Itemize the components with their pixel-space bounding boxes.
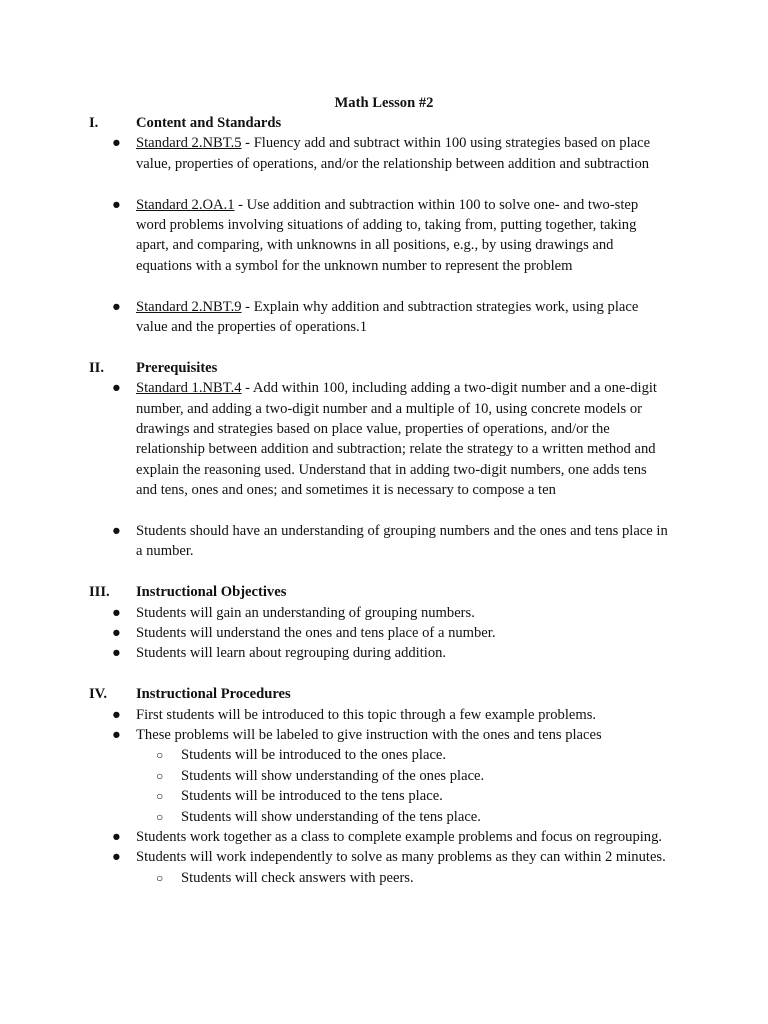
list-item xyxy=(0,725,671,745)
bullet-icon: ● xyxy=(112,380,121,397)
list-item xyxy=(0,521,671,562)
item-text: First students will be introduced to this topic through a few example problems. xyxy=(136,706,597,723)
list-item xyxy=(0,847,671,867)
hollow-circle-bullet-icon: ○ xyxy=(156,789,164,804)
bullet-icon: ● xyxy=(112,625,121,642)
list-item xyxy=(0,705,671,725)
item-text: Students will gain an understanding of grouping numbers. xyxy=(136,604,475,621)
bullet-icon: ● xyxy=(112,135,121,152)
section-content-and-standards xyxy=(0,113,768,337)
hollow-circle-bullet-icon: ○ xyxy=(156,748,164,763)
item-text: - Add within 100, including adding a two-digit number and a one-digit number, and adding a two-digit number and a multiple of 10, using concrete models or drawings and strategies based on place value, properties of operations, and/or the relationship between addition and subtraction; relate the strategy to a written method and explain the reasoning used. Understand that in adding two-digit numbers, one adds tens and tens, ones and ones; and sometimes it is necessary to compose a ten xyxy=(136,380,657,499)
document-body xyxy=(0,113,768,909)
bullet-icon: ● xyxy=(112,849,121,866)
list-item xyxy=(0,623,671,643)
item-text: Students will be introduced to the tens place. xyxy=(181,788,443,805)
standard-link: Standard 2.NBT.5 xyxy=(136,135,242,152)
section-number: III. xyxy=(89,584,110,601)
bullet-icon: ● xyxy=(112,523,121,540)
bullet-icon: ● xyxy=(112,706,121,723)
list-item xyxy=(0,603,671,623)
bullet-list xyxy=(0,705,768,889)
sub-list-item xyxy=(0,807,671,827)
bullet-icon: ● xyxy=(112,298,121,315)
list-item xyxy=(0,827,671,847)
item-text: - Explain why addition and subtraction strategies work, using place value and the properties of operations.1 xyxy=(136,298,639,336)
item-text: Students will show understanding of the tens place. xyxy=(181,808,481,825)
hollow-circle-bullet-icon: ○ xyxy=(156,809,164,824)
section-number: I. xyxy=(89,115,99,131)
section-heading xyxy=(0,113,768,133)
sub-list-item xyxy=(0,745,671,765)
section-heading xyxy=(0,358,768,378)
section-title: Prerequisites xyxy=(136,359,218,376)
section-title: Instructional Procedures xyxy=(136,686,291,703)
bullet-icon: ● xyxy=(112,645,121,662)
document-title: Math Lesson #2 xyxy=(334,95,434,111)
hollow-circle-bullet-icon: ○ xyxy=(156,768,164,783)
item-text: - Fluency add and subtract within 100 using strategies based on place value, properties of operations, and/or the relationship between addition and subtraction xyxy=(136,135,651,172)
hollow-circle-bullet-icon: ○ xyxy=(156,870,164,885)
bullet-icon: ● xyxy=(112,727,121,744)
list-item xyxy=(0,643,671,663)
list-item xyxy=(0,378,671,500)
bullet-list xyxy=(0,378,768,562)
section-instructional-objectives xyxy=(0,582,768,664)
standard-link: Standard 1.NBT.4 xyxy=(136,380,242,397)
item-text: Students will work independently to solve as many problems as they can within 2 minutes. xyxy=(136,849,666,866)
list-item xyxy=(0,195,671,277)
bullet-icon: ● xyxy=(112,196,121,213)
section-number: II. xyxy=(89,359,105,376)
bullet-list xyxy=(0,603,768,664)
item-text: Students will show understanding of the ones place. xyxy=(181,767,485,784)
list-item xyxy=(0,297,671,338)
item-text: Students will understand the ones and tens place of a number. xyxy=(136,625,496,642)
sub-list-item xyxy=(0,868,671,888)
item-text: Students will learn about regrouping during addition. xyxy=(136,645,447,662)
bullet-list xyxy=(0,133,768,337)
section-heading xyxy=(0,684,768,704)
sub-list-item xyxy=(0,786,671,806)
section-title: Content and Standards xyxy=(136,115,282,131)
section-heading xyxy=(0,582,768,602)
item-text: These problems will be labeled to give instruction with the ones and tens places xyxy=(136,727,602,744)
section-title: Instructional Objectives xyxy=(136,584,287,601)
item-text: Students work together as a class to complete example problems and focus on regrouping. xyxy=(136,829,663,846)
section-instructional-procedures xyxy=(0,684,768,888)
list-item xyxy=(0,133,671,174)
item-text: - Use addition and subtraction within 100 to solve one- and two-step word problems involving situations of adding to, taking from, putting together, taking apart, and comparing, with unknowns in all positions, e.g., by using drawings and equations with a symbol for the unknown number to represent the problem xyxy=(136,196,639,274)
section-prerequisites xyxy=(0,358,768,562)
item-text: Students will be introduced to the ones place. xyxy=(181,747,447,764)
standard-link: Standard 2.OA.1 xyxy=(136,196,235,213)
item-text: Students should have an understanding of grouping numbers and the ones and tens place in a number. xyxy=(136,523,668,560)
item-text: Students will check answers with peers. xyxy=(181,869,414,886)
bullet-icon: ● xyxy=(112,604,121,621)
section-number: IV. xyxy=(89,686,107,703)
bullet-icon: ● xyxy=(112,829,121,846)
standard-link: Standard 2.NBT.9 xyxy=(136,298,242,315)
sub-list-item xyxy=(0,766,671,786)
